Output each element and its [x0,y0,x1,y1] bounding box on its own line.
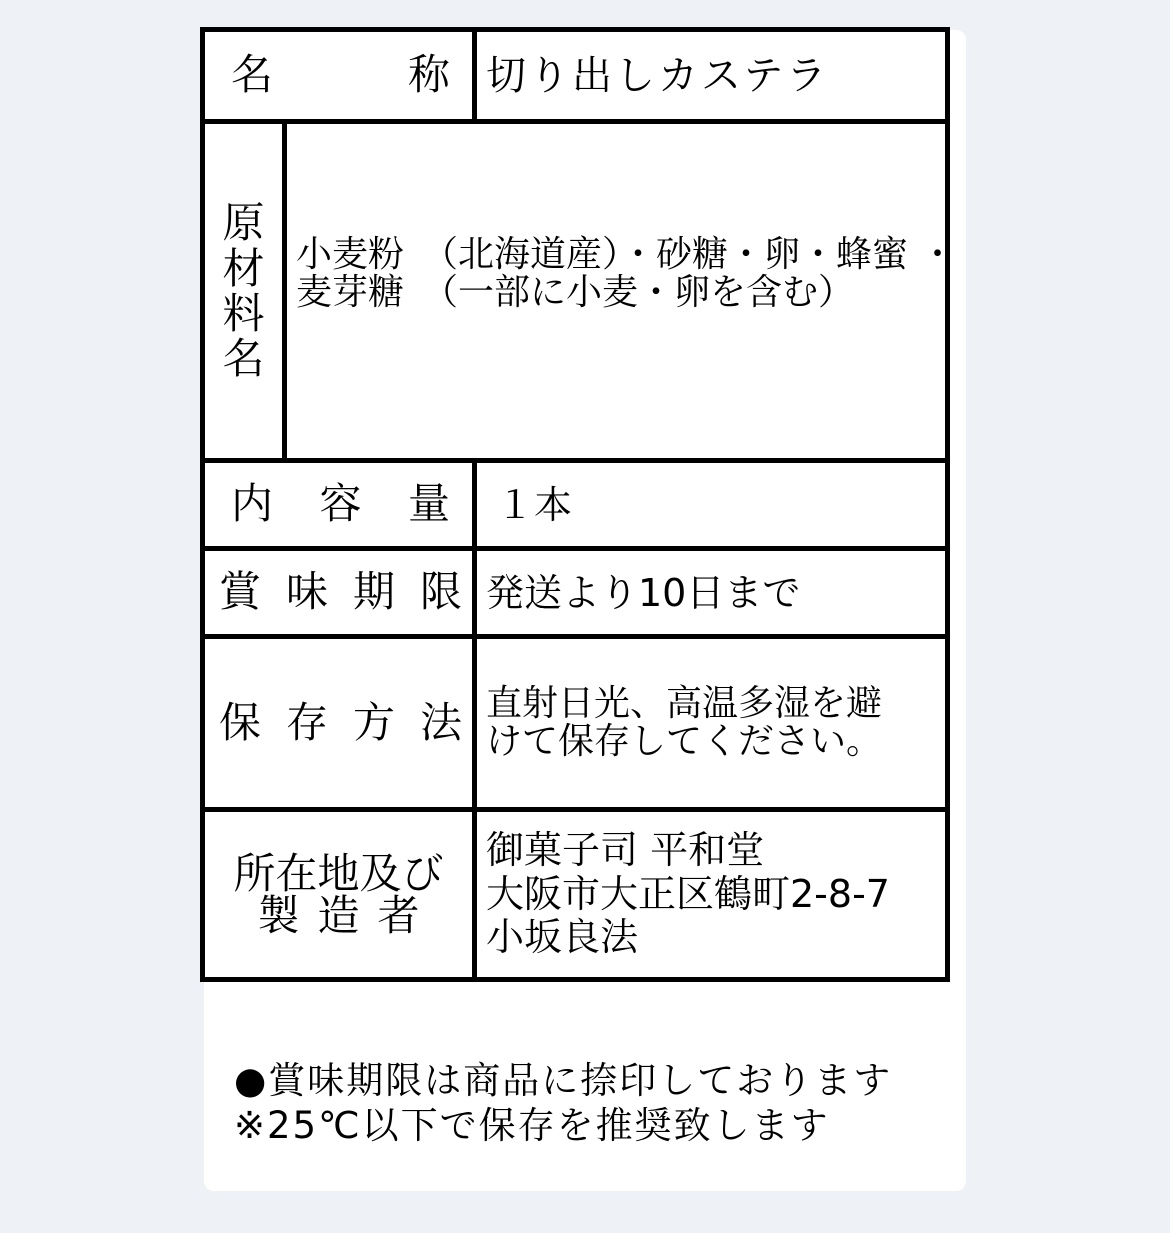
manufacturer-line-1: 御菓子司 平和堂 [486,827,765,872]
best-before-key-char-1: 賞 [219,567,262,617]
note-storage-temperature: ※25℃以下で保存を推奨致します [234,1104,830,1148]
storage-key-char-3: 方 [352,697,395,747]
contents-value-cell [482,463,945,546]
manufacturer-key-line-1: 所在地及び [233,848,444,898]
best-before-value-cell [482,551,945,634]
manufacturer-row [205,807,945,977]
ingredients-key-text: 原材料名 [222,198,265,384]
notes [234,1058,954,1148]
contents-key-char-3: 量 [407,479,450,529]
name-key-char-1: 名 [231,50,274,100]
storage-value-cell [482,639,945,807]
best-before-row [205,546,945,634]
contents-row [205,458,945,546]
ingredients-line-2: 麦芽糖 （一部に小麦・卵を含む） [296,271,855,313]
storage-key-char-1: 保 [219,697,262,747]
manufacturer-key-line-2: 製造者 [257,890,438,940]
storage-line-1: 直射日光、高温多湿を避 [486,683,883,725]
best-before-key-char-4: 限 [419,567,462,617]
best-before-key [205,551,477,634]
ingredients-key [205,124,287,458]
storage-key-char-4: 法 [419,697,462,747]
product-name: 切り出しカステラ [486,52,830,99]
name-row [205,32,945,119]
manufacturer-line-3: 小坂良法 [486,915,639,960]
ingredients-line-1: 小麦粉 （北海道産）・砂糖・卵・蜂蜜 ・ [296,234,956,275]
name-value-cell [482,32,945,119]
best-before-key-char-3: 期 [352,567,395,617]
name-key-char-2: 称 [407,50,450,100]
best-before-value: 発送より10日まで [486,570,801,615]
contents-value: １本 [496,482,573,527]
storage-key-char-2: 存 [285,697,328,747]
ingredients-value-cell [292,124,956,458]
contents-key-char-1: 内 [231,479,274,529]
note-best-before: ●賞味期限は商品に捺印しております [234,1059,893,1102]
storage-line-2: けて保存してください。 [486,721,883,762]
contents-key-char-2: 容 [319,479,362,529]
manufacturer-line-2: 大阪市大正区鶴町2-8-7 [486,871,890,916]
manufacturer-value-cell [482,812,945,977]
storage-row [205,634,945,807]
name-key [205,32,477,119]
ingredients-row [205,119,956,458]
ingredients-text [296,236,955,312]
manufacturer-key [205,812,477,977]
storage-key [205,639,477,807]
contents-key [205,463,477,546]
food-label-table [200,27,956,982]
best-before-key-char-2: 味 [285,567,328,617]
